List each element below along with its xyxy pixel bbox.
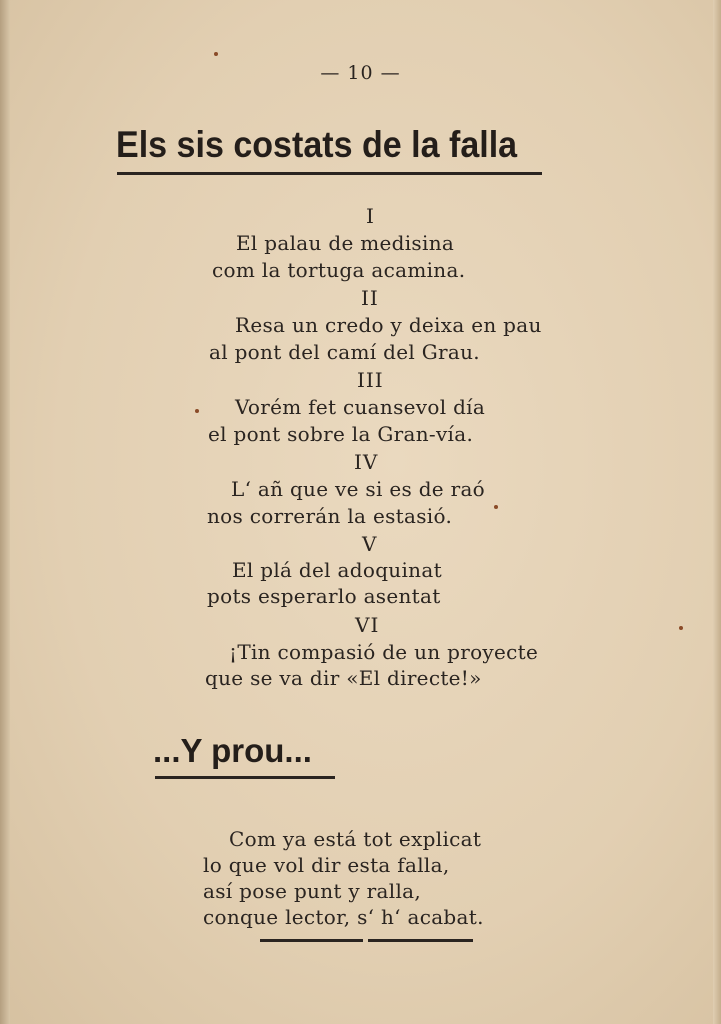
stanza-1-line-1: El palau de medisina <box>236 231 455 255</box>
page-title: Els sis costats de la falla <box>116 124 518 165</box>
title-underline <box>117 172 542 175</box>
stanza-2-line-1: Resa un credo y deixa en pau <box>235 313 542 337</box>
paper-speck <box>494 505 498 509</box>
stanza-5-line-1: El plá del adoquinat <box>232 558 442 582</box>
stanza-4-numeral: IV <box>354 450 379 474</box>
stanza-6-line-2: que se va dir «El directe!» <box>205 666 482 690</box>
stanza-6-numeral: VI <box>355 613 380 637</box>
stanza-3-line-1: Vorém fet cuansevol día <box>235 395 486 419</box>
section-subtitle: ...Y prou... <box>153 732 312 769</box>
stanza-4-line-1: L‘ añ que ve si es de raó <box>231 477 486 501</box>
paper-speck <box>195 409 199 413</box>
page-spine-shadow <box>0 0 10 1024</box>
stanza-2-numeral: II <box>361 286 379 310</box>
page-edge-shadow <box>713 0 721 1024</box>
closing-line-2: lo que vol dir esta falla, <box>203 853 450 877</box>
closing-line-1: Com ya está tot explicat <box>229 827 482 851</box>
end-rule-left <box>260 939 363 942</box>
stanza-5-numeral: V <box>362 532 378 556</box>
closing-line-4: conque lector, s‘ h‘ acabat. <box>203 905 484 929</box>
subtitle-underline <box>155 776 335 779</box>
end-rule-right <box>368 939 473 942</box>
paper-speck <box>214 52 218 56</box>
stanza-3-numeral: III <box>357 368 384 392</box>
stanza-1-line-2: com la tortuga acamina. <box>212 258 466 282</box>
stanza-3-line-2: el pont sobre la Gran-vía. <box>208 422 474 446</box>
stanza-5-line-2: pots esperarlo asentat <box>207 584 441 608</box>
stanza-6-line-1: ¡Tin compasió de un proyecte <box>229 640 539 664</box>
stanza-1-numeral: I <box>366 204 375 228</box>
paper-speck <box>679 626 683 630</box>
page-number: — 10 — <box>320 62 401 84</box>
closing-line-3: así pose punt y ralla, <box>203 879 422 903</box>
stanza-4-line-2: nos correrán la estasió. <box>207 504 453 528</box>
stanza-2-line-2: al pont del camí del Grau. <box>209 340 480 364</box>
